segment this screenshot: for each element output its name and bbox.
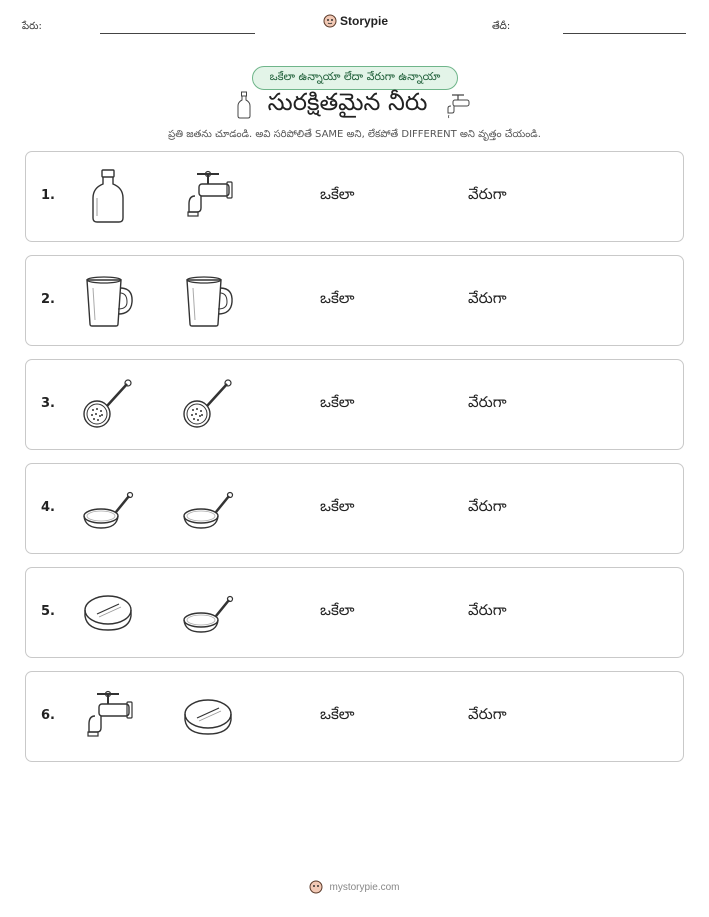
question-number: 4. — [41, 500, 55, 515]
strainer-icon — [81, 376, 135, 432]
question-number: 3. — [41, 396, 55, 411]
different-option[interactable]: వేరుగా — [468, 497, 507, 515]
footer-url: mystorypie.com — [329, 881, 400, 893]
different-option[interactable]: వేరుగా — [468, 705, 507, 723]
cup-icon — [81, 272, 135, 328]
pan-icon — [181, 480, 235, 536]
storypie-mascot-icon — [323, 14, 337, 28]
worksheet-type-badge: ఒకేలా ఉన్నాయా లేదా వేరుగా ఉన్నాయా — [252, 66, 458, 90]
question-row — [25, 359, 684, 450]
question-row — [25, 151, 684, 242]
question-number: 2. — [41, 292, 55, 307]
same-option[interactable]: ఒకేలా — [320, 289, 355, 307]
lid-icon — [181, 688, 235, 744]
storypie-mascot-icon — [309, 880, 323, 894]
same-option[interactable]: ఒకేలా — [320, 393, 355, 411]
same-option[interactable]: ఒకేలా — [320, 185, 355, 203]
question-row — [25, 671, 684, 762]
page-title: సురక్షితమైన నీరు — [267, 88, 428, 116]
question-number: 1. — [41, 188, 55, 203]
bottle-icon — [81, 168, 135, 224]
date-label: తేదీ: — [492, 21, 511, 32]
instructions: ప్రతి జతను చూడండి. అవి సరిపోలితే SAME అని, లేకపోతే DIFFERENT అని వృత్తం చేయండి. — [168, 129, 541, 140]
date-line[interactable] — [563, 33, 686, 34]
brand-name: Storypie — [340, 14, 389, 28]
question-row — [25, 463, 684, 554]
same-option[interactable]: ఒకేలా — [320, 497, 355, 515]
different-option[interactable]: వేరుగా — [468, 289, 507, 307]
tap-icon — [81, 688, 135, 744]
name-label: పేరు: — [22, 21, 42, 32]
pan-icon — [81, 480, 135, 536]
cup-icon — [181, 272, 235, 328]
same-option[interactable]: ఒకేలా — [320, 705, 355, 723]
different-option[interactable]: వేరుగా — [468, 393, 507, 411]
different-option[interactable]: వేరుగా — [468, 185, 507, 203]
question-number: 6. — [41, 708, 55, 723]
footer — [0, 880, 709, 894]
question-row — [25, 567, 684, 658]
brand-logo — [323, 14, 388, 28]
question-number: 5. — [41, 604, 55, 619]
tap-icon — [443, 91, 473, 119]
bottle-icon — [236, 91, 252, 119]
lid-icon — [81, 584, 135, 640]
pan-icon — [181, 584, 235, 640]
different-option[interactable]: వేరుగా — [468, 601, 507, 619]
question-row — [25, 255, 684, 346]
strainer-icon — [181, 376, 235, 432]
tap-icon — [181, 168, 235, 224]
name-line[interactable] — [100, 33, 255, 34]
same-option[interactable]: ఒకేలా — [320, 601, 355, 619]
title-row — [0, 88, 709, 122]
